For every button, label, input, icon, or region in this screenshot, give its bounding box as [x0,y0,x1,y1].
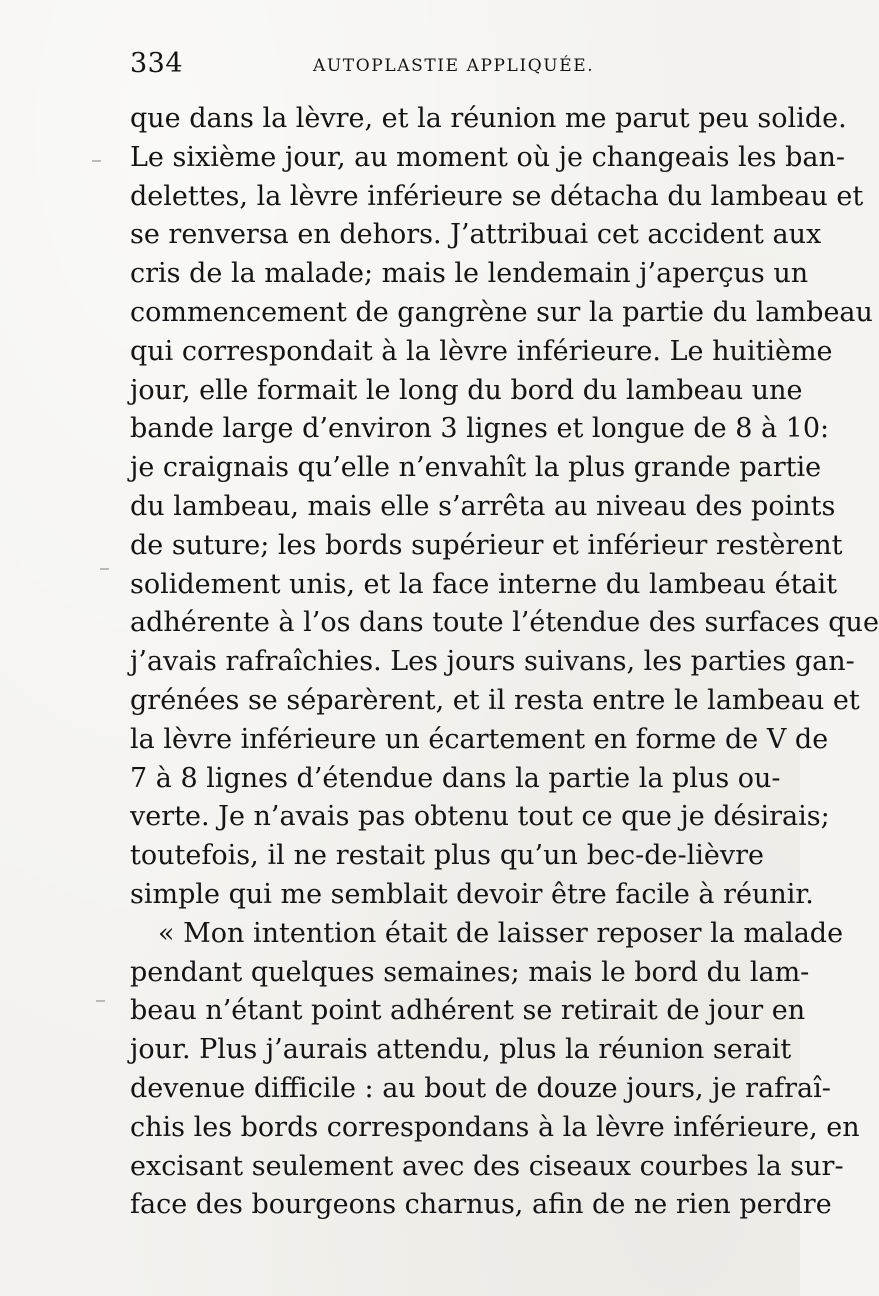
running-title: AUTOPLASTIE APPLIQUÉE. [313,56,595,76]
margin-speck [92,160,101,162]
text-line: je craignais qu’elle n’envahît la plus grande partie [130,452,822,484]
text-line: devenue difficile : au bout de douze jours, je rafraî- [130,1072,831,1104]
text-line: se renversa en dehors. J’attribuai cet accident aux [130,219,822,251]
text-line: jour, elle formait le long du bord du lambeau une [130,374,803,406]
text-line: solidement unis, et la face interne du lambeau était [130,568,838,600]
text-line: verte. Je n’avais pas obtenu tout ce que je désirais; [130,801,830,833]
running-head [130,48,765,88]
text-line: de suture; les bords supérieur et inférieur restèrent [130,529,843,561]
text-line: « Mon intention était de laisser reposer la malade [158,917,844,949]
text-line: commencement de gangrène sur la partie du lambeau [130,296,873,328]
text-line: adhérente à l’os dans toute l’étendue des surfaces que [130,607,879,639]
text-line: qui correspondait à la lèvre inférieure. Le huitième [130,335,833,367]
text-line: que dans la lèvre, et la réunion me parut peu solide. [130,103,847,134]
text-line: du lambeau, mais elle s’arrêta au niveau des points [130,490,836,522]
margin-speck [100,568,109,570]
page-number: 334 [130,48,184,79]
text-line: Le sixième jour, au moment où je changeais les ban- [130,141,845,173]
text-line: excisant seulement avec des ciseaux courbes la sur- [130,1150,844,1182]
text-line: delettes, la lèvre inférieure se détacha du lambeau et [130,180,864,212]
text-line: cris de la malade; mais le lendemain j’aperçus un [130,258,809,290]
margin-speck [96,1000,105,1002]
text-line: beau n’étant point adhérent se retirait de jour en [130,995,806,1027]
text-line: toutefois, il ne restait plus qu’un bec-de-lièvre [130,840,764,872]
text-line: bande large d’environ 3 lignes et longue de 8 à 10: [130,413,830,445]
text-line: simple qui me semblait devoir être facile à réunir. [130,878,814,910]
text-line: pendant quelques semaines; mais le bord du lam- [130,956,810,988]
text-line: j’avais rafraîchies. Les jours suivans, les parties gan- [130,646,855,678]
text-line: grénées se séparèrent, et il resta entre le lambeau et [130,684,860,716]
text-line: jour. Plus j’aurais attendu, plus la réunion serait [130,1034,792,1066]
text-line: face des bourgeons charnus, afin de ne rien perdre [130,1189,832,1221]
text-line: la lèvre inférieure un écartement en forme de V de [130,723,829,755]
text-line: 7 à 8 lignes d’étendue dans la partie la plus ou- [130,762,781,794]
text-line: chis les bords correspondans à la lèvre inférieure, en [130,1111,860,1143]
body-text [130,100,879,1225]
